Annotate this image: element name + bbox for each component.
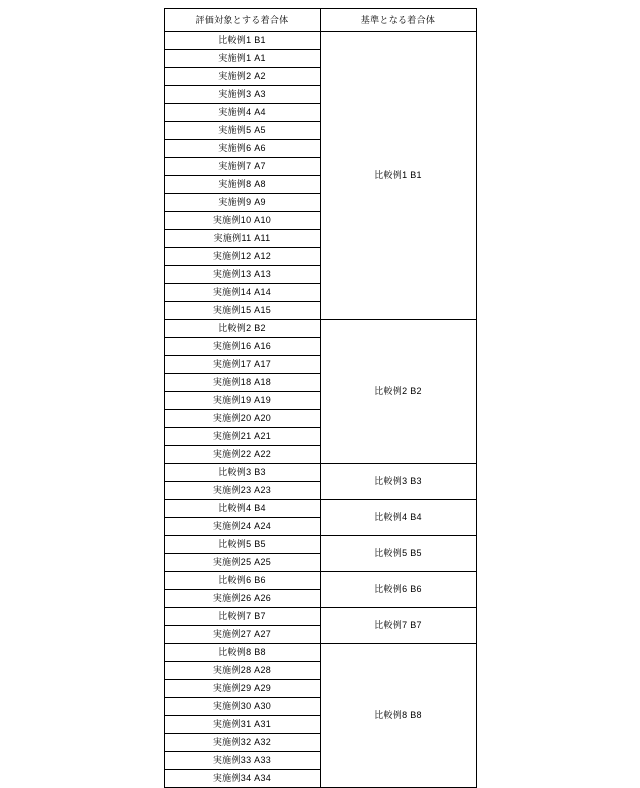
column-header-reference: 基準となる着合体 bbox=[320, 9, 476, 32]
evaluation-target-cell: 比較例6 B6 bbox=[164, 572, 320, 590]
column-header-evaluation-target: 評価対象とする着合体 bbox=[164, 9, 320, 32]
table-row bbox=[164, 608, 476, 626]
table-body bbox=[164, 32, 476, 788]
evaluation-target-cell: 実施例21 A21 bbox=[164, 428, 320, 446]
reference-cell: 比較例7 B7 bbox=[320, 608, 476, 644]
evaluation-target-cell: 比較例5 B5 bbox=[164, 536, 320, 554]
evaluation-target-cell: 実施例18 A18 bbox=[164, 374, 320, 392]
reference-cell: 比較例5 B5 bbox=[320, 536, 476, 572]
evaluation-target-cell: 実施例19 A19 bbox=[164, 392, 320, 410]
reference-cell: 比較例8 B8 bbox=[320, 644, 476, 788]
evaluation-target-cell: 実施例29 A29 bbox=[164, 680, 320, 698]
evaluation-target-cell: 実施例24 A24 bbox=[164, 518, 320, 536]
table-row bbox=[164, 464, 476, 482]
evaluation-target-cell: 実施例30 A30 bbox=[164, 698, 320, 716]
document-page bbox=[0, 8, 640, 783]
evaluation-target-cell: 比較例1 B1 bbox=[164, 32, 320, 50]
evaluation-target-cell: 比較例8 B8 bbox=[164, 644, 320, 662]
comparison-table bbox=[164, 8, 477, 788]
evaluation-target-cell: 実施例25 A25 bbox=[164, 554, 320, 572]
evaluation-target-cell: 実施例9 A9 bbox=[164, 194, 320, 212]
evaluation-target-cell: 実施例7 A7 bbox=[164, 158, 320, 176]
reference-cell: 比較例2 B2 bbox=[320, 320, 476, 464]
table-row bbox=[164, 572, 476, 590]
evaluation-target-cell: 実施例2 A2 bbox=[164, 68, 320, 86]
evaluation-target-cell: 実施例12 A12 bbox=[164, 248, 320, 266]
evaluation-target-cell: 実施例17 A17 bbox=[164, 356, 320, 374]
evaluation-target-cell: 実施例10 A10 bbox=[164, 212, 320, 230]
table-row bbox=[164, 320, 476, 338]
evaluation-target-cell: 実施例34 A34 bbox=[164, 770, 320, 788]
reference-cell: 比較例4 B4 bbox=[320, 500, 476, 536]
evaluation-target-cell: 実施例20 A20 bbox=[164, 410, 320, 428]
evaluation-target-cell: 実施例27 A27 bbox=[164, 626, 320, 644]
evaluation-target-cell: 実施例8 A8 bbox=[164, 176, 320, 194]
evaluation-target-cell: 実施例11 A11 bbox=[164, 230, 320, 248]
table-row bbox=[164, 32, 476, 50]
evaluation-target-cell: 実施例16 A16 bbox=[164, 338, 320, 356]
evaluation-target-cell: 比較例4 B4 bbox=[164, 500, 320, 518]
evaluation-target-cell: 実施例28 A28 bbox=[164, 662, 320, 680]
evaluation-target-cell: 実施例26 A26 bbox=[164, 590, 320, 608]
reference-cell: 比較例3 B3 bbox=[320, 464, 476, 500]
evaluation-target-cell: 実施例4 A4 bbox=[164, 104, 320, 122]
evaluation-target-cell: 比較例7 B7 bbox=[164, 608, 320, 626]
evaluation-target-cell: 実施例14 A14 bbox=[164, 284, 320, 302]
evaluation-target-cell: 実施例33 A33 bbox=[164, 752, 320, 770]
reference-cell: 比較例6 B6 bbox=[320, 572, 476, 608]
evaluation-target-cell: 実施例31 A31 bbox=[164, 716, 320, 734]
table-row bbox=[164, 500, 476, 518]
evaluation-target-cell: 実施例22 A22 bbox=[164, 446, 320, 464]
evaluation-target-cell: 実施例23 A23 bbox=[164, 482, 320, 500]
table-header-row bbox=[164, 9, 476, 32]
evaluation-target-cell: 比較例2 B2 bbox=[164, 320, 320, 338]
evaluation-target-cell: 実施例3 A3 bbox=[164, 86, 320, 104]
evaluation-target-cell: 実施例5 A5 bbox=[164, 122, 320, 140]
table-row bbox=[164, 536, 476, 554]
evaluation-target-cell: 比較例3 B3 bbox=[164, 464, 320, 482]
evaluation-target-cell: 実施例32 A32 bbox=[164, 734, 320, 752]
evaluation-target-cell: 実施例6 A6 bbox=[164, 140, 320, 158]
table-header bbox=[164, 9, 476, 32]
evaluation-target-cell: 実施例15 A15 bbox=[164, 302, 320, 320]
evaluation-target-cell: 実施例1 A1 bbox=[164, 50, 320, 68]
table-row bbox=[164, 644, 476, 662]
evaluation-target-cell: 実施例13 A13 bbox=[164, 266, 320, 284]
reference-cell: 比較例1 B1 bbox=[320, 32, 476, 320]
